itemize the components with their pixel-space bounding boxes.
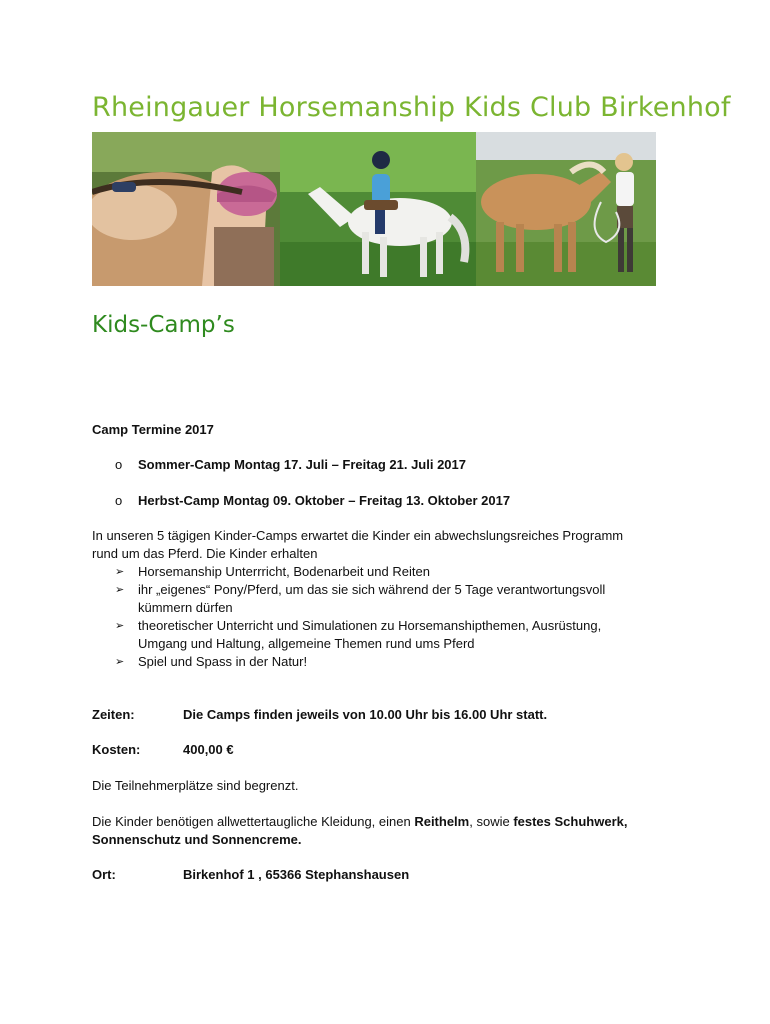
list-item: ihr „eigenes“ Pony/Pferd, um das sie sich während der 5 Tage verantwortungsvoll bbox=[138, 582, 606, 597]
kleidung-text: , sowie bbox=[469, 814, 514, 829]
zeiten-label: Zeiten: bbox=[92, 707, 135, 722]
circle-bullet: o bbox=[115, 457, 123, 472]
kosten-label: Kosten: bbox=[92, 742, 141, 757]
list-item: Spiel und Spass in der Natur! bbox=[138, 654, 308, 669]
teilnehmer-note: Die Teilnehmerplätze sind begrenzt. bbox=[92, 778, 299, 793]
kleidung-text: Die Kinder benötigen allwettertaugliche Kleidung, einen bbox=[92, 814, 415, 829]
photo-girl-with-haflinger-horse bbox=[476, 132, 656, 286]
list-item: theoretischer Unterricht und Simulationen zu Horsemanshipthemen, Ausrüstung, bbox=[138, 618, 602, 633]
schuhwerk-text: festes Schuhwerk, bbox=[513, 814, 628, 829]
list-item-continuation: kümmern dürfen bbox=[138, 600, 233, 615]
photo-girl-grooming-horse bbox=[92, 132, 280, 286]
reithelm-text: Reithelm bbox=[414, 814, 470, 829]
arrow-bullet-icon: ➢ bbox=[115, 656, 125, 668]
arrow-bullet-icon: ➢ bbox=[115, 620, 125, 632]
ort-value: Birkenhof 1 , 65366 Stephanshausen bbox=[183, 867, 410, 882]
zeiten-value: Die Camps finden jeweils von 10.00 Uhr bis 16.00 Uhr statt. bbox=[183, 707, 548, 722]
kleidung-line bbox=[92, 813, 627, 831]
photo-banner bbox=[92, 132, 656, 286]
circle-bullet: o bbox=[115, 493, 123, 508]
arrow-bullet-icon: ➢ bbox=[115, 566, 125, 578]
intro-line: In unseren 5 tägigen Kinder-Camps erwartet die Kinder ein abwechslungsreiches Programm bbox=[92, 528, 624, 543]
page-title: Rheingauer Horsemanship Kids Club Birkenhof bbox=[92, 92, 731, 123]
termine-label: Camp Termine 2017 bbox=[92, 422, 214, 437]
arrow-bullet-icon: ➢ bbox=[115, 584, 125, 596]
termine-item: Herbst-Camp Montag 09. Oktober – Freitag 13. Oktober 2017 bbox=[138, 493, 511, 508]
section-heading: Kids-Camp’s bbox=[92, 312, 235, 338]
kosten-value: 400,00 € bbox=[183, 742, 234, 757]
termine-item: Sommer-Camp Montag 17. Juli – Freitag 21. Juli 2017 bbox=[138, 457, 466, 472]
intro-line: rund um das Pferd. Die Kinder erhalten bbox=[92, 546, 318, 561]
photo-girl-riding-white-pony bbox=[280, 132, 476, 286]
kleidung-line-2: Sonnenschutz und Sonnencreme. bbox=[92, 832, 302, 847]
list-item-continuation: Umgang und Haltung, allgemeine Themen rund ums Pferd bbox=[138, 636, 475, 651]
list-item: Horsemanship Unterrricht, Bodenarbeit und Reiten bbox=[138, 564, 430, 579]
ort-label: Ort: bbox=[92, 867, 116, 882]
